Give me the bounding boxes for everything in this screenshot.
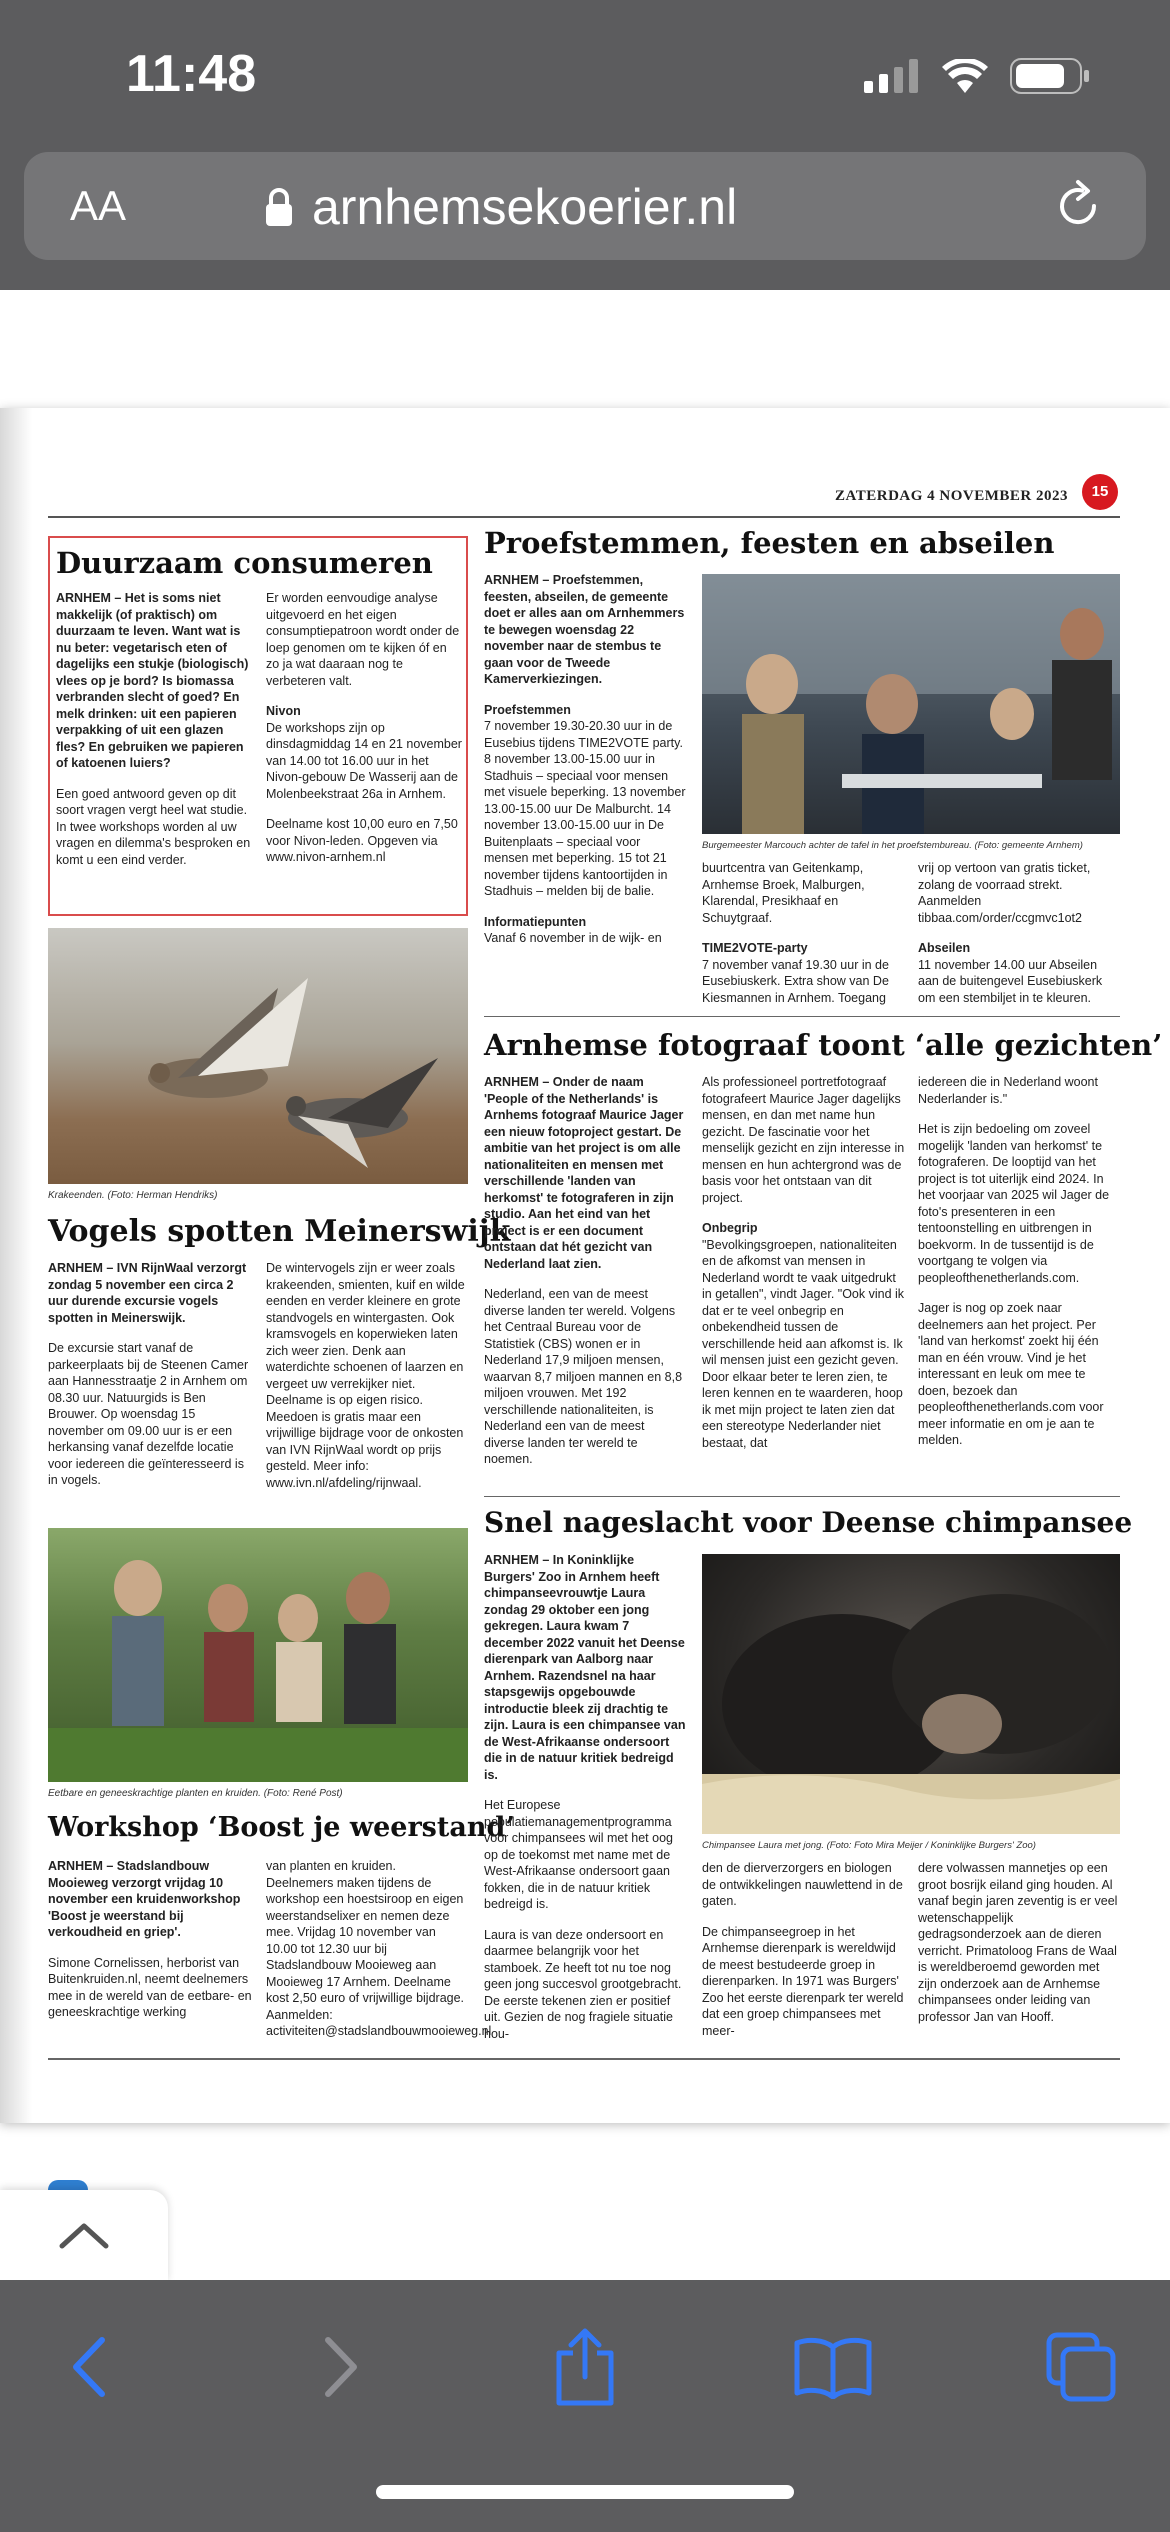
newspaper-header [48,480,1120,518]
proefstemmen-sub3: TIME2VOTE-party [702,941,808,955]
proefstemmen-col3b: 11 november 14.00 uur Abseilen aan de buitengevel Eusebiuskerk om een stembiljet in te kleuren. [918,957,1103,1005]
proefstemmen-col2 [702,860,906,1020]
fotograaf-col2 [702,1074,906,1465]
duurzaam-col1 [56,590,252,882]
divider-2 [484,1496,1120,1497]
chimpansee-illustration [702,1554,1120,1834]
workshop-lead: ARNHEM – Stadslandbouw Mooieweg verzorgt vrijdag 10 november een kruidenworkshop 'Boost je weerstand bij verkoudheid en griep'. [48,1859,241,1939]
proefstembureau-illustration [702,574,1120,834]
vogels-headline: Vogels spotten Meinerswijk [48,1214,511,1249]
workshop-col2 [266,1858,492,2054]
reload-icon[interactable] [1050,178,1106,234]
cellular-signal-icon [864,59,920,93]
chimpansee-col2a: den de dierverzorgers en biologen de ontwikkelingen nauwlettend in de gaten. [702,1861,903,1908]
proefstemmen-col2a: buurtcentra van Geitenkamp, Arnhemse Broek, Malburgen, Klarendal, Presikhaaf en Schuytgraaf. [702,861,865,925]
workshop-col2-text: van planten en kruiden. Deelnemers maken tijdens de workshop een hoestsiroop en eigen weerstandselixer en nemen deze mee. Vrijdag 10 november van 10.00 tot 12.30 uur bij Stadslandbouw Mooieweg aan Mooieweg 17 Arnhem. Deelname kost 2,50 euro of vrijwillige bijdrage. Aanmelden: activiteiten@stadslandbouwmooieweg.nl [266,1859,492,2038]
proefstemmen-body2: Vanaf 6 november in de wijk- en [484,931,662,945]
workshop-col1 [48,1858,252,2035]
chimpansee-col1 [484,1552,688,2056]
bookmarks-icon [793,2335,873,2399]
divider-1 [484,1016,1120,1017]
chimpansee-col3 [918,1860,1120,2039]
proefstemmen-col2b: 7 november vanaf 19.30 uur in de Eusebiuskerk. Extra show van De Kiesmannen in Arnhem. Toegang [702,957,889,1005]
vogels-col2 [266,1260,466,1505]
duurzaam-col2 [266,590,462,880]
url-text: arnhemsekoerier.nl [312,179,738,235]
url-field[interactable] [264,178,737,236]
tabs-icon [1045,2331,1117,2403]
status-time: 11:48 [126,45,257,103]
proefstemmen-headline: Proefstemmen, feesten en abseilen [484,526,1055,560]
chimpansee-headline: Snel nageslacht voor Deense chimpansee [484,1506,1133,1539]
duurzaam-lead: ARNHEM – Het is soms niet makkelijk (of praktisch) om duurzaam te leven. Want wat is nu beter: vegetarisch eten of dagelijks een stukje (biologisch) vlees op je bord? Is biomassa verbranden slecht of goed? En melk drinken: uit een papieren verpakking of uit een glazen fles? En gebruiken we papieren of katoenen luiers? [56,591,249,770]
proefstembureau-photo [702,574,1120,834]
fotograaf-col2a: Als professioneel portretfotograaf fotografeert Maurice Jager dagelijks mensen, en dan met name hun gezicht. De fascinatie voor het menselijk gezicht en zijn interesse in mensen en hun achtergrond was de basis voor het ontstaan van dit project. [702,1075,905,1205]
workshop-body: Simone Cornelissen, herborist van Buitenkruiden.nl, neemt deelnemers mee in de wereld van de eetbare- en geneeskrachtige werking [48,1955,252,2019]
proefstemmen-lead: ARNHEM – Proefstemmen, feesten, abseilen, de gemeente doet er alles aan om Arnhemmers te bewegen woensdag 22 november naar de stembus te gaan voor de Tweede Kamerverkiezingen. [484,573,685,686]
chimpansee-lead: ARNHEM – In Koninklijke Burgers' Zoo in Arnhem heeft chimpanseevrouwtje Laura zondag 29 oktober een jong gekregen. Laura kwam 7 december 2022 vanuit het Deense dierenpark van Aalborg naar Arnhem. Razendsnel na haar stapsgewijs opgebouwde introductie bleek zij drachtig te zijn. Laura is een chimpansee van de West-Afrikaanse ondersoort die in de natuur kritiek bedreigd is. [484,1553,686,1782]
ducks-caption: Krakeenden. (Foto: Herman Hendriks) [48,1190,218,1201]
workshop-illustration [48,1528,468,1782]
workshop-caption: Eetbare en geneeskrachtige planten en kruiden. (Foto: René Post) [48,1788,343,1799]
page-bottom-rule [48,2058,1120,2060]
duurzaam-col2c: Deelname kost 10,00 euro en 7,50 voor Nivon-leden. Opgeven via www.nivon-arnhem.nl [266,817,458,864]
proefstemmen-sub2: Informatiepunten [484,914,587,929]
fotograaf-lead: ARNHEM – Onder de naam 'People of the Netherlands' is Arnhems fotograaf Maurice Jager een nieuw fotoproject gestart. De ambitie van het project is om alle nationaliteiten en mensen met verschillende 'landen van herkomst' te fotograferen in zijn studio. Aan het eind van het project is er een document ontstaan dat hét gezicht van Nederland laat zien. [484,1075,684,1271]
home-indicator[interactable] [376,2485,794,2499]
fotograaf-headline: Arnhemse fotograaf toont ‘alle gezichten’ [484,1028,1163,1062]
chimpansee-photo [702,1554,1120,1834]
fotograaf-col3 [918,1074,1120,1463]
address-bar[interactable] [24,152,1146,260]
duurzaam-col2b: De workshops zijn op dinsdagmiddag 14 en 21 november van 14.00 tot 16.00 uur in het Nivon-gebouw De Wasserij aan de Molenbeekstraat 26a in Arnhem. [266,720,462,801]
workshop-headline: Workshop ‘Boost je weerstand’ [48,1812,515,1843]
back-icon [64,2332,114,2402]
ducks-photo [48,928,468,1184]
wifi-icon [942,59,988,93]
chimpansee-col2b: De chimpanseegroep in het Arnhemse dierenpark is wereldwijd de meest bestudeerde groep in dierenparken. In 1971 was Burgers' Zoo het eerste dierenpark ter wereld dat een groep chimpansees met meer- [702,1924,904,2038]
proefstemmen-col3a: vrij op vertoon van gratis ticket, zolang de voorraad strekt. Aanmelden tibbaa.com/order/ccgmvc1ot2 [918,861,1091,925]
fotograaf-col3a: iedereen die in Nederland woont Nederlander is." [918,1075,1098,1106]
vogels-col1 [48,1260,252,1503]
proefstemmen-col1 [484,572,688,961]
duurzaam-col2a: Er worden eenvoudige analyse uitgevoerd en het eigen consumptiepatroon wordt onder de loep genomen om te kijken óf en zo ja wat daaraan nog te verbeteren valt. [266,591,460,688]
newspaper-page [0,408,1170,2123]
lock-icon [264,187,294,227]
tabs-button[interactable] [1036,2322,1126,2412]
chimpansee-body1: Het Europese populatiemanagementprogramma voor chimpansees wil met het oog op de toekomst met name met de West-Afrikaanse ondersoort gaan fokken, die in de natuur kritiek bedreigd is. [484,1798,673,1911]
share-icon [553,2327,617,2407]
page-edge-shadow [0,408,32,2123]
proefstemmen-col3 [918,860,1120,1020]
vogels-lead: ARNHEM – IVN RijnWaal verzorgt zondag 5 november een circa 2 uur durende excursie vogels spotten in Meinerswijk. [48,1261,247,1325]
browser-top-bar [0,0,1170,290]
fotograaf-col3b: Het is zijn bedoeling om zoveel mogelijk 'landen van herkomst' te fotograferen. De looptijd van het project is tot uiterlijk eind 2024. In het voorjaar van 2025 wil Jager de foto's presenteren in een tentoonstelling en uitbrengen in boekvorm. In de tussentijd is de voortgang te volgen via peopleofthenetherlands.com. [918,1122,1110,1285]
back-button[interactable] [44,2322,134,2412]
duurzaam-headline: Duurzaam consumeren [56,546,433,580]
chimpansee-col2 [702,1860,906,2053]
share-button[interactable] [540,2322,630,2412]
vogels-col2-text: De wintervogels zijn er weer zoals krakeenden, smienten, kuif en wilde eenden en verder kleinere en grote standvogels en wintergasten. Ook kramsvogels en koperwieken laten zich weer zien. Denk aan waterdichte schoenen of laarzen en vergeet uw verrekijker niet. Deelname is op eigen risico. Meedoen is gratis maar een vrijwillige bijdrage voor de onkosten van IVN RijnWaal wordt op prijs gesteld. Meer info: www.ivn.nl/afdeling/rijnwaal. [266,1261,465,1490]
fotograaf-col3c: Jager is nog op zoek naar deelnemers aan het project. Per 'land van herkomst' zoekt hij één man en één vrouw. Vind je het interessant en leuk om mee te doen, bezoek dan peopleofthenetherlands.com voor meer informatie en om je aan te melden. [918,1301,1104,1447]
toolbar-expand-handle[interactable] [0,2190,168,2282]
proefstemmen-caption: Burgemeester Marcouch achter de tafel in het proefstembureau. (Foto: gemeente Arnhem) [702,840,1083,851]
battery-icon [1010,58,1090,94]
chevron-up-icon[interactable] [54,2216,114,2256]
ducks-illustration [48,928,468,1184]
issue-date: ZATERDAG 4 NOVEMBER 2023 [835,488,1068,504]
forward-button[interactable] [296,2322,386,2412]
vogels-body: De excursie start vanaf de parkeerplaats bij de Steenen Camer aan Hannesstraatje 2 in Arnhem om 08.30 uur. Natuurgids is Ben Brouwer. Op woensdag 15 november om 09.00 uur is er een herkansing vanaf dezelfde locatie voor iedereen die geïnteresseerd is in vogels. [48,1341,249,1487]
reader-aa-button[interactable]: AA [70,182,127,229]
chimpansee-body2: Laura is van deze ondersoort en daarmee belangrijk voor het stamboek. Ze heeft tot nu toe nog geen jong succesvol grootgebracht. De eerste tekenen zien er positief uit. Gezien de nog fragiele situatie hou- [484,1927,682,2041]
duurzaam-subhead: Nivon [266,704,301,718]
proefstemmen-body1: 7 november 19.30-20.30 uur in de Eusebius tijdens TIME2VOTE party. 8 november 13.00-15.00 uur in Stadhuis – speciaal voor mensen met visuele beperking. 13 november 13.00-15.00 uur De Malburcht. 14 november 13.00-15.00 uur in De Buitenplaats – speciaal voor mensen met beperking. 15 tot 21 november tijdens kantoortijden in Stadhuis – melden bij de balie. [484,719,686,898]
fotograaf-body: Nederland, een van de meest diverse landen ter wereld. Volgens het Centraal Bureau voor de Statistiek (CBS) wonen er in Nederland 17,9 miljoen mensen, waarvan 8,7 miljoen mannen en 8,8 miljoen vrouwen. Met 192 verschillende nationaliteiten, is Nederland een van de meest diverse landen ter wereld te noemen. [484,1287,683,1466]
chimpansee-col3-text: dere volwassen mannetjes op een groot bosrijk eiland ging houden. Al vanaf begin jaren zeventig is er veel wetenschappelijk gedragsonderzoek aan de dieren verricht. Primatoloog Frans de Waal is wereldberoemd geworden met zijn onderzoek aan de Arnhemse chimpansees onder leiding van professor Jan van Hooff. [918,1861,1118,2024]
page-number-badge: 15 [1082,474,1118,510]
fotograaf-col1 [484,1074,688,1482]
fotograaf-col2b: "Bevolkingsgroepen, nationaliteiten en de afkomst van mensen in Nederland wordt te vaak uitgedrukt in getallen", vindt Jager. "Ook vind ik dat er te veel onbegrip en onbekendheid tussen de verschillende heid aan afkomst is. Ik wil mensen juist een gezicht geven. Door elkaar beter te leren zien, te leren kennen en te waarderen, hoop ik met mijn project te laten zien dat een stereotype Nederlander niet bestaat, dat [702,1237,905,1450]
proefstemmen-sub1: Proefstemmen [484,702,571,717]
proefstemmen-sub4: Abseilen [918,941,971,955]
workshop-photo [48,1528,468,1782]
duurzaam-body: Een goed antwoord geven op dit soort vragen vergt heel wat studie. In twee workshops worden al uw vragen en dilemma's besproken en komt u een eind verder. [56,786,251,867]
status-icons [864,58,1090,94]
bookmarks-button[interactable] [788,2322,878,2412]
chimpansee-caption: Chimpansee Laura met jong. (Foto: Foto Mira Meijer / Koninklijke Burgers' Zoo) [702,1840,1036,1851]
fotograaf-sub1: Onbegrip [702,1221,758,1235]
forward-icon [316,2332,366,2402]
